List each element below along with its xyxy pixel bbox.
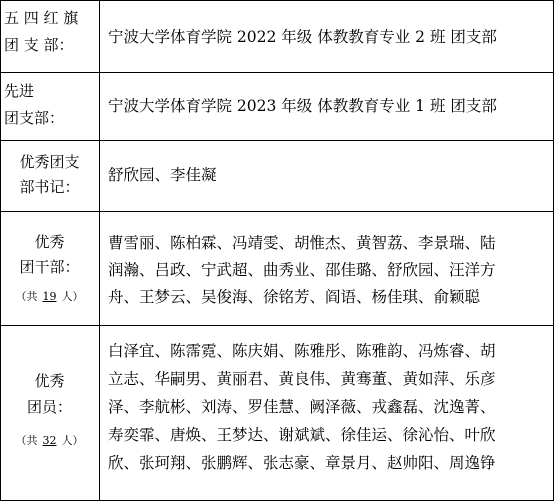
names-line: 寿奕霏、唐焕、王梦达、谢斌斌、徐佳运、徐沁怡、叶欣 (108, 426, 496, 444)
count-number: 32 (42, 434, 57, 447)
names-line: 舟、王梦云、吴俊海、徐铭芳、阎语、杨佳琪、俞颖聪 (108, 288, 481, 306)
count-prefix: （共 (15, 434, 38, 447)
count-suffix: 人） (61, 290, 84, 303)
count-number: 19 (42, 290, 57, 303)
table-row (0, 325, 554, 500)
names-line: 欣、张珂翔、张鹏辉、张志豪、章景月、赵帅阳、周逸铮 (108, 454, 496, 472)
row-label (0, 230, 99, 309)
count-prefix: （共 (15, 290, 38, 303)
names-line: 白泽宜、陈霈霓、陈庆娟、陈雅彤、陈雅韵、冯炼睿、胡 (108, 342, 496, 360)
member-count (0, 284, 99, 309)
names-line: 曹雪丽、陈柏霖、冯靖雯、胡惟杰、黄智荔、李景瑞、陆 (108, 234, 496, 252)
row-label-line: 优秀团支 (19, 153, 80, 171)
row-label-line: 团 支 部： (4, 36, 74, 54)
row-label (0, 368, 99, 454)
branch-name: 宁波大学体育学院 2023 年级 体教教育专业 1 班 团支部 (108, 97, 497, 115)
table-row (0, 0, 554, 72)
row-label-line: 团干部： (19, 258, 80, 276)
names-line: 泽、李航彬、刘涛、罗佳慧、阙泽薇、戎鑫磊、沈逸菁、 (108, 398, 496, 416)
row-content (108, 337, 548, 477)
row-content (108, 230, 548, 311)
row-content (108, 24, 548, 50)
row-label (0, 150, 99, 200)
row-label (4, 78, 96, 132)
row-label-line: 优秀 (34, 233, 65, 251)
row-label-line: 团员： (26, 398, 72, 416)
row-content (108, 93, 548, 119)
row-content (108, 162, 548, 188)
row-label (4, 5, 96, 59)
count-suffix: 人） (61, 434, 84, 447)
secretary-names: 舒欣园、李佳凝 (108, 166, 217, 184)
table-row (0, 72, 554, 140)
names-line: 立志、华嗣男、黄丽君、黄良伟、黄骞董、黄如萍、乐彦 (108, 370, 496, 388)
branch-name: 宁波大学体育学院 2022 年级 体教教育专业 2 班 团支部 (108, 28, 497, 46)
row-label-line: 先进 (4, 82, 35, 100)
row-label-line: 团支部： (4, 109, 65, 127)
table-row (0, 211, 554, 325)
row-label-line: 部书记： (19, 178, 80, 196)
table-row (0, 140, 554, 211)
row-label-line: 五 四 红 旗 (4, 9, 79, 27)
names-line: 润瀚、吕政、宁武超、曲秀业、邵佳璐、舒欣园、汪洋方 (108, 261, 496, 279)
member-count (0, 428, 99, 454)
row-label-line: 优秀 (34, 372, 65, 390)
